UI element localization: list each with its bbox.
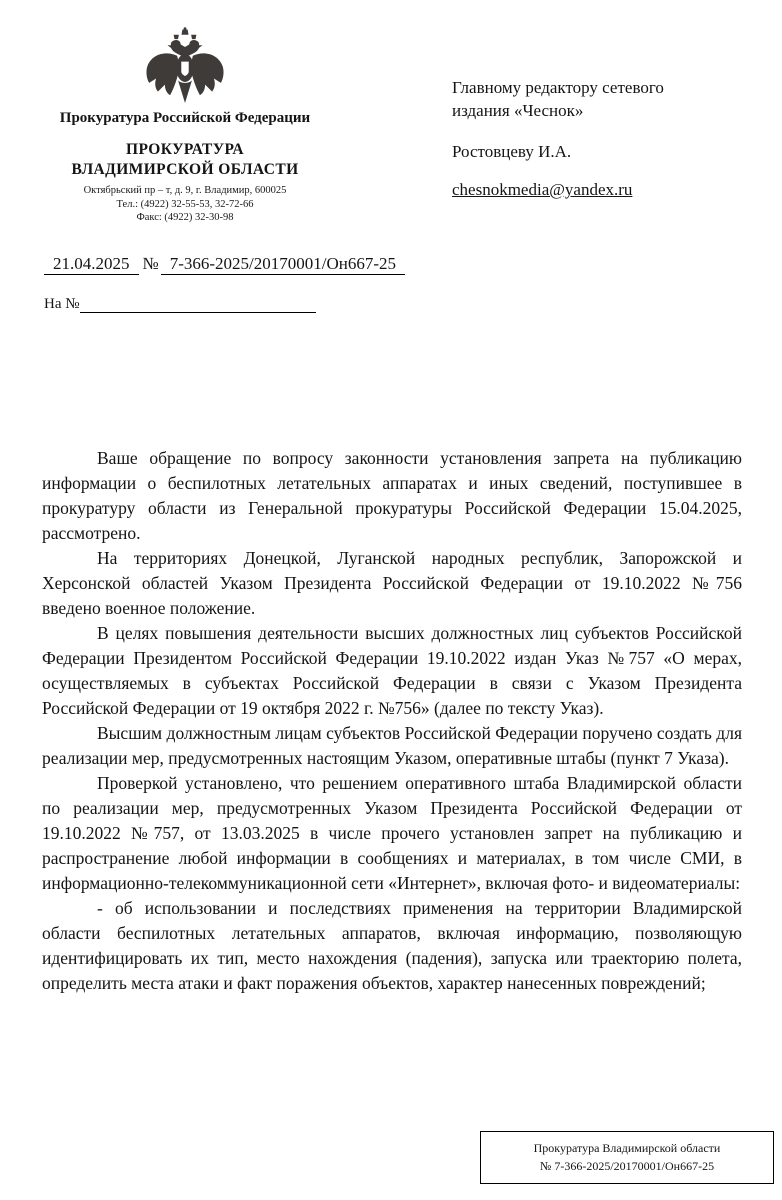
letter-date: 21.04.2025 [44, 254, 139, 275]
double-headed-eagle-icon [141, 26, 229, 110]
org-phone: Тел.: (4922) 32-55-53, 32-72-66 [116, 198, 254, 210]
paragraph: Проверкой установлено, что решением оперативного штаба Владимирской области по реализации мер, предусмотренных Указом Президента Российской Федерации от 19.10.2022 №757, от 13.03.2025 в числе прочего установлен запрет на публикацию и распространение любой информации в сообщениях и материалах, в том числе СМИ, в информационно-телекоммуникационной сети «Интернет», включая фото- и видеоматериалы: [42, 773, 742, 893]
letter-body [42, 446, 742, 996]
stamp-org-name: Прокуратура Владимирской области [533, 1141, 721, 1155]
paragraph: В целях повышения деятельности высших должностных лиц субъектов Российской Федерации Президентом Российской Федерации 19.10.2022 издан Указ №757 «О мерах, осуществляемых в субъектах Российской Федерации в связи с Указом Президента Российской Федерации от 19 октября 2022 г. №756» (далее по тексту Указ). [42, 623, 742, 718]
coat-of-arms-emblem [141, 26, 229, 110]
number-sign: № [142, 254, 159, 273]
letter-number: 7-366-2025/20170001/Он667-25 [161, 254, 405, 275]
org-address: Октябрьский пр – т, д. 9, г. Владимир, 600025 [83, 185, 287, 196]
stamp-number: № 7-366-2025/20170001/Он667-25 [539, 1159, 715, 1173]
outgoing-reference-line [44, 254, 405, 274]
org-name-line1: ПРОКУРАТУРА [126, 141, 244, 158]
recipient-email-link[interactable]: chesnokmedia@yandex.ru [452, 180, 633, 199]
paragraph: На территориях Донецкой, Луганской народных республик, Запорожской и Херсонской областей Указом Президента Российской Федерации от 19.10.2022 №756 введено военное положение. [42, 548, 742, 618]
recipient-title-line1: Главному редактору сетевого [452, 78, 664, 97]
recipient-block [452, 76, 752, 201]
paragraph: - об использовании и последствиях применения на территории Владимирской области беспилотных летательных аппаратов, включая информацию, позволяющую идентифицировать их тип, место нахождения (падения), запуска или траекторию полета, определить места атаки и факт поражения объектов, характер нанесенных повреждений; [42, 898, 742, 993]
registration-stamp [480, 1131, 774, 1184]
recipient-title-line2: издания «Чеснок» [452, 101, 584, 120]
org-parent-name: Прокуратура Российской Федерации [59, 110, 311, 126]
paragraph: Ваше обращение по вопросу законности установления запрета на публикацию информации о беспилотных летательных аппаратах и иных сведений, поступившее в прокуратуру области из Генеральной прокуратуры Российской Федерации 15.04.2025, рассмотрено. [42, 448, 742, 543]
recipient-name: Ростовцеву И.А. [452, 142, 572, 161]
org-contact-block [25, 184, 345, 225]
org-name-line2: ВЛАДИМИРСКОЙ ОБЛАСТИ [71, 161, 299, 178]
reply-reference-line [44, 296, 316, 313]
org-fax: Факс: (4922) 32-30-98 [136, 212, 234, 223]
reply-number-blank [80, 298, 316, 313]
org-name [25, 140, 345, 180]
paragraph: Высшим должностным лицам субъектов Российской Федерации поручено создать для реализации мер, предусмотренных настоящим Указом, оперативные штабы (пункт 7 Указа). [42, 723, 742, 768]
reply-label: На № [44, 296, 80, 312]
